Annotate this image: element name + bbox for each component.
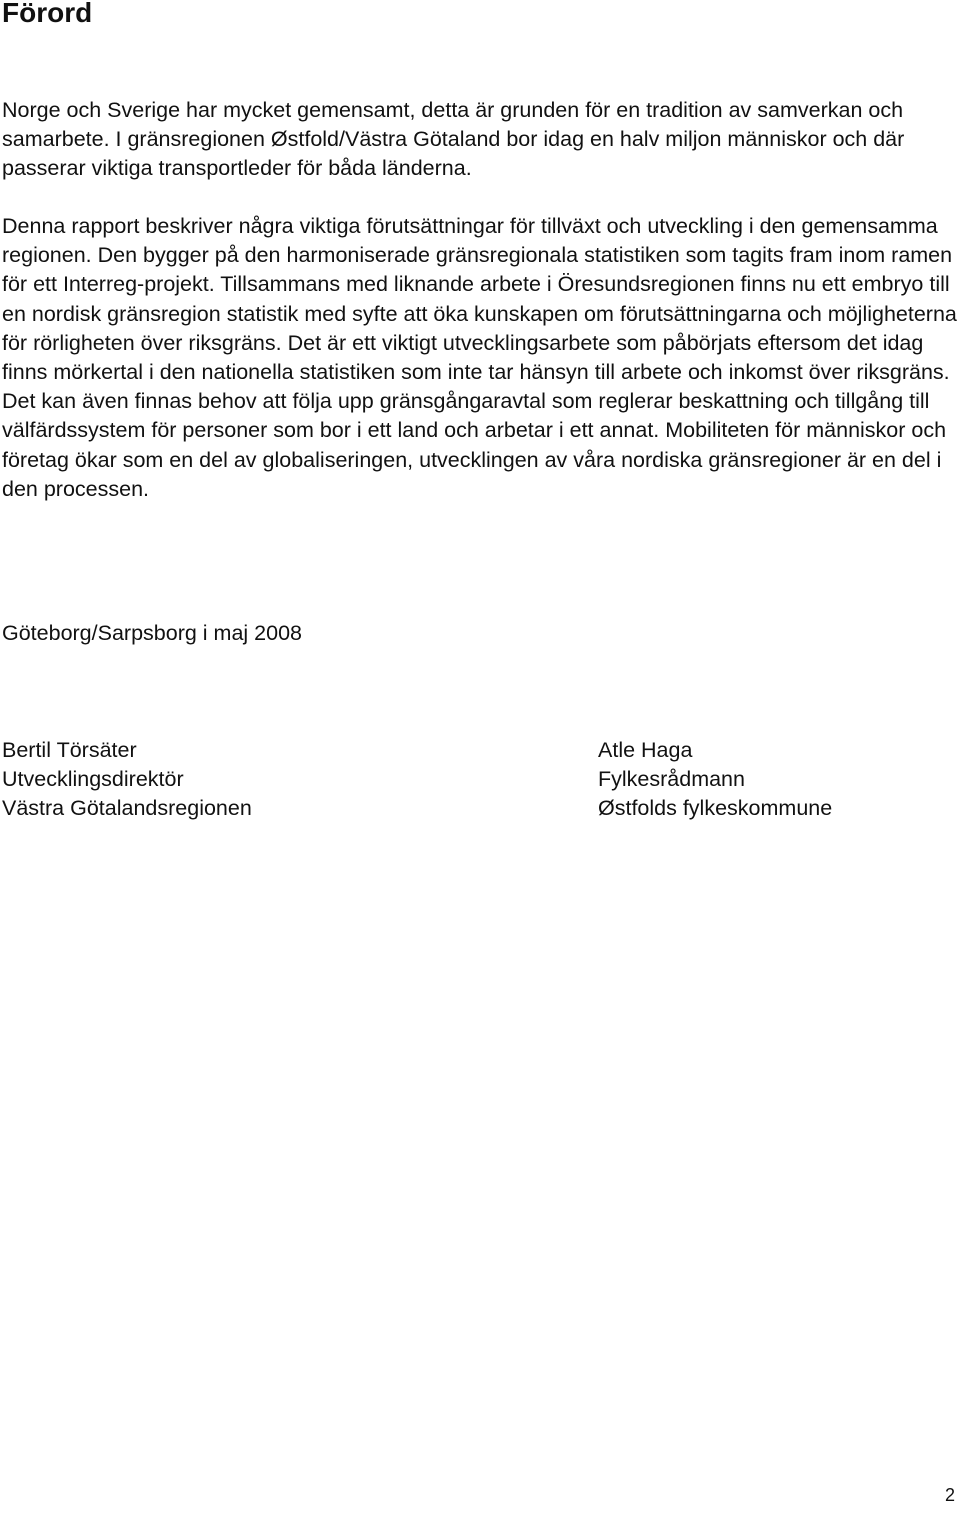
place-date: Göteborg/Sarpsborg i maj 2008 bbox=[2, 621, 302, 645]
signatory-name: Bertil Törsäter bbox=[2, 738, 137, 762]
page-title: Förord bbox=[2, 0, 93, 28]
signatory-organization: Østfolds fylkeskommune bbox=[598, 796, 833, 821]
paragraph-report: Denna rapport beskriver några viktiga förutsättningar för tillväxt och utveckling i den gemensamma regionen. Den bygger på den harmoniserade gränsregionala statistiken som tagits fram inom ramen för ett Interreg-projekt. Tillsammans med liknande arbete i Öresundsregionen finns nu ett embryo till en nordisk gränsregion statistik med syfte att öka kunskapen om förutsättningarna och möjligheterna för rörligheten över riksgräns. Det är ett viktigt utvecklingsarbete som påbörjats eftersom det idag finns mörkertal i den nationella statistiken som inte tar hänsyn till arbete och inkomst över riksgräns. Det kan även finnas behov att följa upp gränsgångaravtal som reglerar beskattning och tillgång till välfärdssystem för personer som bor i ett land och arbetar i ett annat. Mobiliteten för människor och företag ökar som en del av globaliseringen, utvecklingen av våra nordiska gränsregioner är en del i den processen. bbox=[2, 214, 957, 501]
signatory-organization: Västra Götalandsregionen bbox=[2, 796, 252, 821]
signatory-role: Fylkesrådmann bbox=[598, 767, 745, 792]
signatory-role: Utvecklingsdirektör bbox=[2, 767, 184, 792]
page-number: 2 bbox=[944, 1485, 955, 1505]
signatory-left bbox=[2, 736, 252, 824]
paragraph-intro: Norge och Sverige har mycket gemensamt, detta är grunden för en tradition av samverkan och samarbete. I gränsregionen Østfold/Västra Götaland bor idag en halv miljon människor och där passerar viktiga transportleder för båda länderna. bbox=[2, 98, 905, 181]
signatory-name: Atle Haga bbox=[598, 738, 693, 762]
signatory-right bbox=[598, 736, 832, 824]
